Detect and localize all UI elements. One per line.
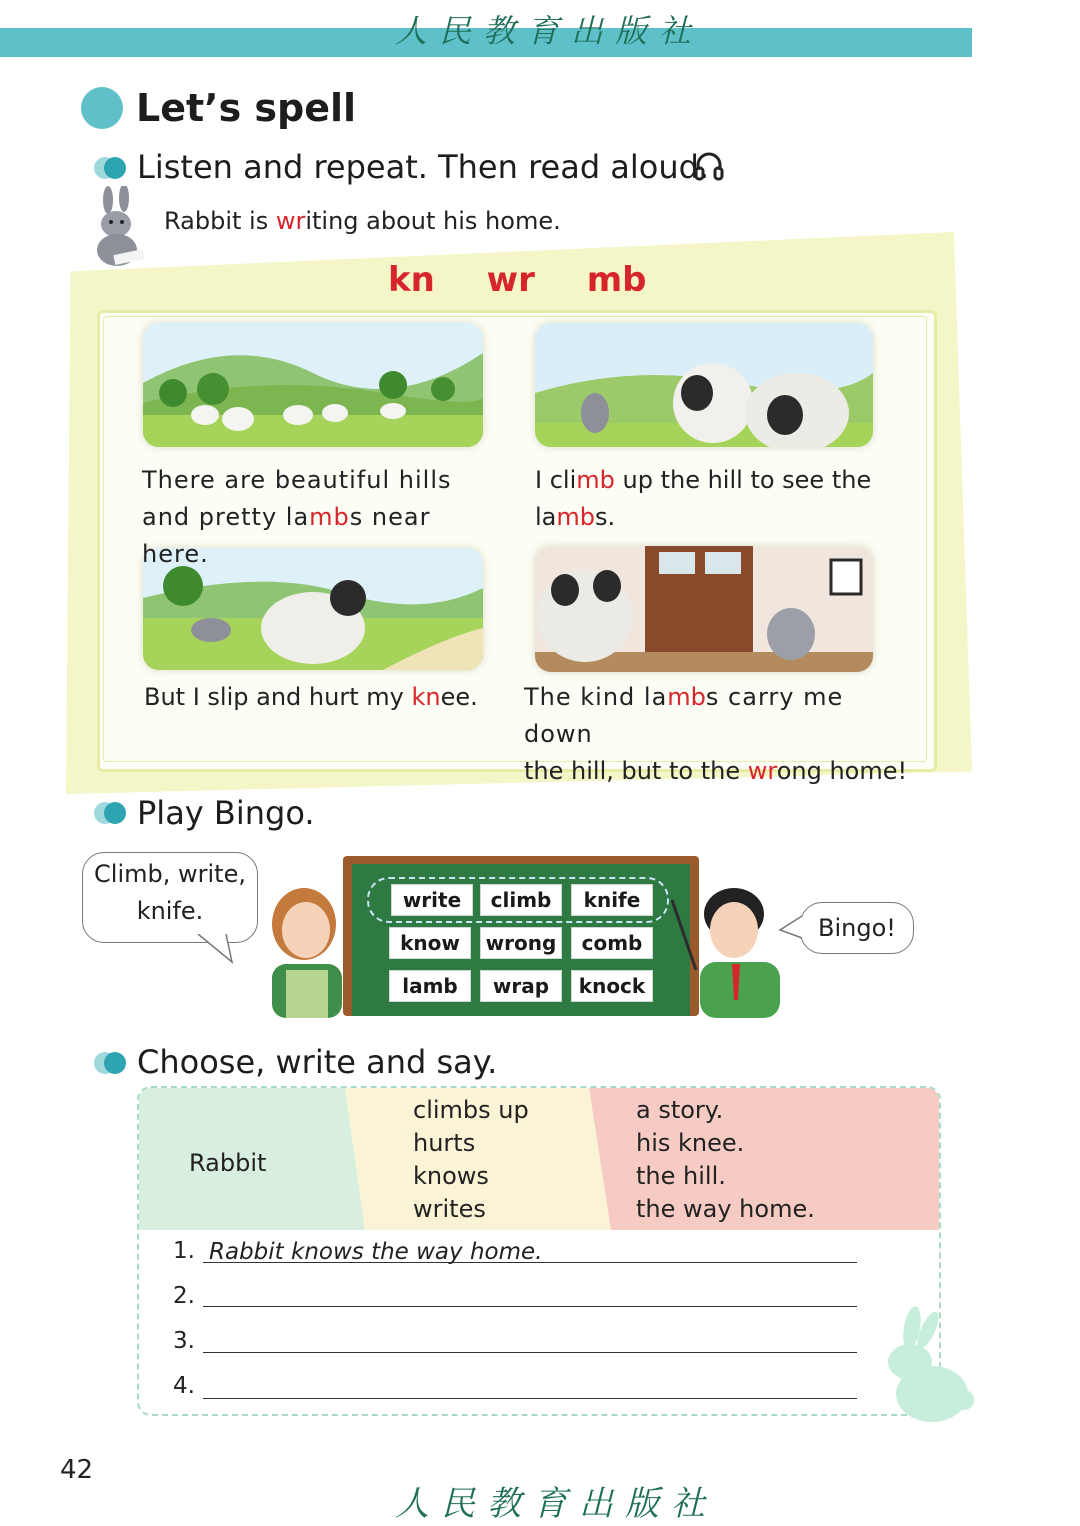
object-option[interactable]: the way home. [636,1195,815,1223]
story-caption-4: The kind lambs carry me down the hill, but to the wrong home! [524,683,908,785]
answer-text-1: Rabbit knows the way home. [209,1239,543,1265]
digraph-mb: mb [586,260,647,300]
answer-line-1[interactable] [203,1232,857,1263]
object-option[interactable]: a story. [636,1096,724,1124]
answer-line-4[interactable] [203,1368,857,1399]
page-number: 42 [60,1455,94,1485]
story-caption-1: There are beautiful hills and pretty lambs near here. [142,466,452,568]
sentence-builder-table [137,1086,941,1416]
section-title: Let’s spell [136,86,357,130]
object-option[interactable]: his knee. [636,1129,745,1157]
answer-number-1: 1. [173,1238,195,1264]
object-option[interactable]: the hill. [636,1162,726,1190]
task-instruction-choose: Choose, write and say. [137,1043,498,1081]
girl-bubble-tail [196,934,236,964]
headphones-icon[interactable] [693,150,725,182]
boy-speech-bubble: Bingo! [800,902,914,954]
boy-illustration [660,880,798,1018]
section-bullet [81,87,123,129]
answer-number-3: 3. [173,1328,195,1354]
task-bullet-listen [94,157,126,179]
publisher-logo-bottom: 人民教育出版社 [395,1484,717,1524]
verb-options [413,1094,529,1226]
bingo-card-knife[interactable]: knife [571,884,653,916]
girl-illustration [256,878,356,1018]
bingo-card-knock[interactable]: knock [571,970,653,1002]
story-caption-3: But I slip and hurt my knee. [144,683,478,711]
digraph-kn: kn [388,260,435,300]
boy-bubble-tail [778,914,804,942]
verb-option[interactable]: knows [413,1162,489,1190]
bingo-card-climb[interactable]: climb [480,884,562,916]
task-instruction-listen: Listen and repeat. Then read aloud. [137,148,710,186]
story-caption-2: I climb up the hill to see the lambs. [535,466,872,531]
verb-option[interactable]: climbs up [413,1096,529,1124]
digraph-wr: wr [486,260,535,300]
bingo-card-know[interactable]: know [389,927,471,959]
scene-rabbit-climbs [535,323,873,447]
task-bullet-choose [94,1052,126,1074]
verb-option[interactable]: hurts [413,1129,476,1157]
bingo-card-wrong[interactable]: wrong [480,927,562,959]
girl-speech-bubble: Climb, write, knife. [82,852,258,943]
bingo-card-write[interactable]: write [391,884,473,916]
digraph-list [388,260,646,300]
bingo-card-comb[interactable]: comb [571,927,653,959]
task-bullet-bingo [94,802,126,824]
answer-number-2: 2. [173,1283,195,1309]
task-instruction-bingo: Play Bingo. [137,794,315,832]
verb-option[interactable]: writes [413,1195,486,1223]
rabbit-writing-illustration [86,186,150,270]
answer-line-3[interactable] [203,1322,857,1353]
scene-wrong-home [535,546,873,672]
object-options [636,1094,815,1226]
story-intro: Rabbit is writing about his home. [164,207,561,235]
rabbit-silhouette-decoration [872,1306,976,1424]
bingo-card-lamb[interactable]: lamb [389,970,471,1002]
publisher-logo-top: 人民教育出版社 [395,12,704,50]
answer-number-4: 4. [173,1373,195,1399]
subject-rabbit: Rabbit [189,1149,267,1177]
scene-hills-lambs [143,323,483,447]
answer-line-2[interactable] [203,1276,857,1307]
bingo-card-wrap[interactable]: wrap [480,970,562,1002]
